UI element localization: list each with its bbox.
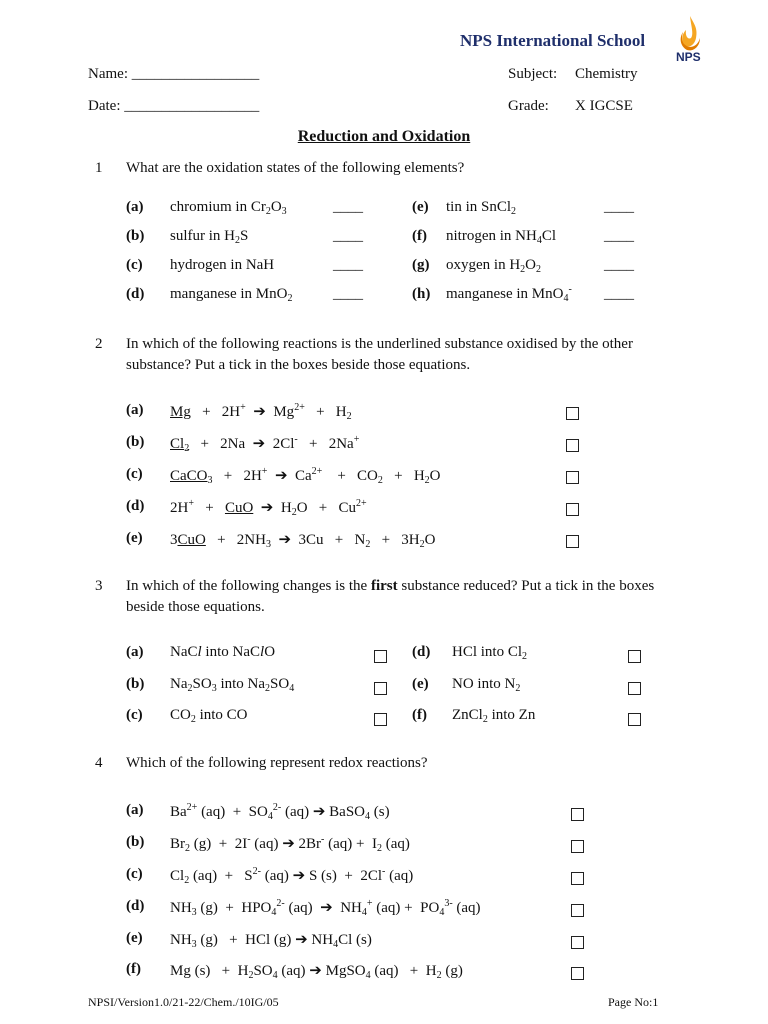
q2-item-label: (a): [126, 402, 144, 418]
q3-number: 3: [95, 578, 103, 594]
q1-item-label: (f): [412, 228, 427, 244]
q4-text: Which of the following represent redox reactions?: [126, 755, 428, 771]
q3-change-text: NaCl into NaClO: [170, 644, 276, 660]
q1-item-label: (g): [412, 257, 430, 273]
q4-tick-box[interactable]: [571, 872, 584, 885]
q2-tick-box[interactable]: [566, 439, 579, 452]
q1-item-label: (e): [412, 199, 429, 215]
q3-item-label: (d): [412, 644, 431, 660]
q2-tick-box[interactable]: [566, 503, 579, 516]
q1-answer-blank[interactable]: ____: [604, 199, 634, 215]
q4-equation: $NH_3$ (g) + HCl (g) ➔ $NH_4Cl$ (s): [170, 932, 372, 950]
q4-equation: $NH_3$ $(g) + HPO_4^{2-}$ (aq) ➔ $NH_4^+$ $(aq) + PO_4^{3-}$ (aq): [170, 898, 481, 918]
q4-tick-box[interactable]: [571, 808, 584, 821]
q2-item-label: (c): [126, 466, 143, 482]
q3-tick-box[interactable]: [374, 650, 387, 663]
q1-item-label: (d): [126, 286, 145, 302]
q3-item-label: (a): [126, 644, 144, 660]
q3-text: [126, 576, 671, 618]
q4-tick-box[interactable]: [571, 840, 584, 853]
q3-item-label: (e): [412, 676, 429, 692]
q1-answer-blank[interactable]: ____: [604, 257, 634, 273]
q4-equation: Mg $(s) + H_2SO_4$ (aq) ➔ MgSO$_4$ $(aq) + H_2$ (g): [170, 963, 463, 981]
q4-item-label: (a): [126, 802, 144, 818]
q4-item-label: (b): [126, 834, 145, 850]
date-field: [88, 98, 259, 115]
q2-equation: CaCO$_3$ + 2H+ ➔ $Ca^{2+}$ + $CO_2 + H_2O$: [170, 466, 441, 486]
q1-answer-blank[interactable]: ____: [604, 228, 634, 244]
q2-equation: $3CuO + 2NH_3$ ➔ $3Cu + N_2 + 3H_2O$: [170, 532, 436, 550]
q2-item-label: (e): [126, 530, 143, 546]
q3-item-label: (f): [412, 707, 427, 723]
q4-number: 4: [95, 755, 103, 771]
grade-value: X IGCSE: [575, 98, 633, 114]
q1-item-text: chromium in $Cr_2O_3$: [170, 199, 287, 217]
school-name: NPS International School: [460, 31, 646, 50]
q1-item-text: nitrogen in $NH_4Cl$: [446, 228, 557, 246]
q2-tick-box[interactable]: [566, 535, 579, 548]
q3-text-before: In which of the following changes is the: [126, 578, 371, 594]
q1-item-label: (h): [412, 286, 431, 302]
q3-tick-box[interactable]: [628, 682, 641, 695]
q2-tick-box[interactable]: [566, 407, 579, 420]
q4-item-label: (d): [126, 898, 145, 914]
q1-answer-blank[interactable]: ____: [333, 199, 363, 215]
q3-text-bold: first: [370, 578, 398, 594]
q2-text: In which of the following reactions is the underlined substance oxidised by the other substance? Put a tick in the boxes beside those equations.: [126, 336, 633, 373]
q3-item-label: (b): [126, 676, 145, 692]
q3-item-label: (c): [126, 707, 143, 723]
q2-tick-box[interactable]: [566, 471, 579, 484]
q4-item-label: (f): [126, 961, 141, 977]
q2-equation: Mg + 2H+ ➔ $Mg^{2+} + H_2$: [170, 402, 352, 422]
footer-doc-code: NPSI/Version1.0/21-22/Chem./10IG/05: [88, 995, 279, 1009]
q3-tick-box[interactable]: [628, 650, 641, 663]
q2-number: 2: [95, 336, 103, 352]
q3-tick-box[interactable]: [374, 682, 387, 695]
name-blank[interactable]: _________________: [131, 66, 260, 82]
q1-answer-blank[interactable]: ____: [333, 228, 363, 244]
q1-item-text: oxygen in $H_2O_2$: [446, 257, 542, 275]
q1-item-text: manganese in MnO$_2$: [170, 286, 293, 304]
logo-text: NPS: [676, 50, 701, 64]
q2-equation: 2H+ + CuO ➔ $H_2O + Cu^{2+}$: [170, 498, 367, 518]
q1-item-label: (a): [126, 199, 144, 215]
q1-answer-blank[interactable]: ____: [333, 286, 363, 302]
subject-value: Chemistry: [575, 66, 638, 82]
q3-text-after: substance reduced? Put a tick in the boxes beside those equations.: [126, 578, 655, 615]
q4-equation: $Cl_2$ $(aq) + S^{2-}$ (aq) ➔ S (s) + 2Cl- (aq): [170, 866, 414, 886]
q1-answer-blank[interactable]: ____: [333, 257, 363, 273]
date-label: Date:: [88, 98, 121, 114]
q3-tick-box[interactable]: [374, 713, 387, 726]
grade-label: Grade:: [508, 98, 549, 114]
q4-tick-box[interactable]: [571, 936, 584, 949]
q4-tick-box[interactable]: [571, 967, 584, 980]
q3-change-text: HCl into $Cl_2$: [452, 644, 528, 662]
q1-item-text: tin in SnCl$_2$: [446, 199, 517, 217]
q1-item-text: sulfur in $H_2S$: [170, 228, 249, 246]
q2-item-label: (b): [126, 434, 145, 450]
footer-page-number: Page No:1: [608, 995, 659, 1009]
date-blank[interactable]: __________________: [124, 98, 260, 114]
q1-text: What are the oxidation states of the following elements?: [126, 160, 465, 176]
q4-item-label: (e): [126, 930, 143, 946]
q1-item-text: hydrogen in NaH: [170, 257, 275, 273]
q1-item-label: (c): [126, 257, 143, 273]
subject-label: Subject:: [508, 66, 558, 82]
q4-item-label: (c): [126, 866, 143, 882]
q4-tick-box[interactable]: [571, 904, 584, 917]
q4-equation: $Ba^{2+}$ $(aq) + SO_4^{2-}$ (aq) ➔ BaSO$_4$ (s): [170, 802, 390, 822]
q1-number: 1: [95, 160, 103, 176]
worksheet-title: Reduction and Oxidation: [297, 128, 471, 145]
q3-change-text: $Na_2SO_3$ into $Na_2SO_4$: [170, 676, 295, 694]
q2-equation: $Cl_2 + 2Na$ ➔ 2Cl- + 2Na+: [170, 434, 360, 454]
q4-equation: $Br_2$ (g) + 2I- (aq) ➔ 2Br- $(aq) + I_2$ (aq): [170, 834, 410, 854]
q3-change-text: $CO_2$ into CO: [170, 707, 248, 725]
q3-change-text: ZnCl$_2$ into Zn: [452, 707, 536, 725]
q1-answer-blank[interactable]: ____: [604, 286, 634, 302]
q1-item-label: (b): [126, 228, 145, 244]
name-field: [88, 66, 259, 83]
q2-item-label: (d): [126, 498, 145, 514]
q1-item-text: manganese in MnO$_4$-: [446, 284, 572, 304]
name-label: Name:: [88, 66, 128, 82]
q3-tick-box[interactable]: [628, 713, 641, 726]
q3-change-text: NO into $N_2$: [452, 676, 521, 694]
school-logo: [672, 14, 708, 66]
